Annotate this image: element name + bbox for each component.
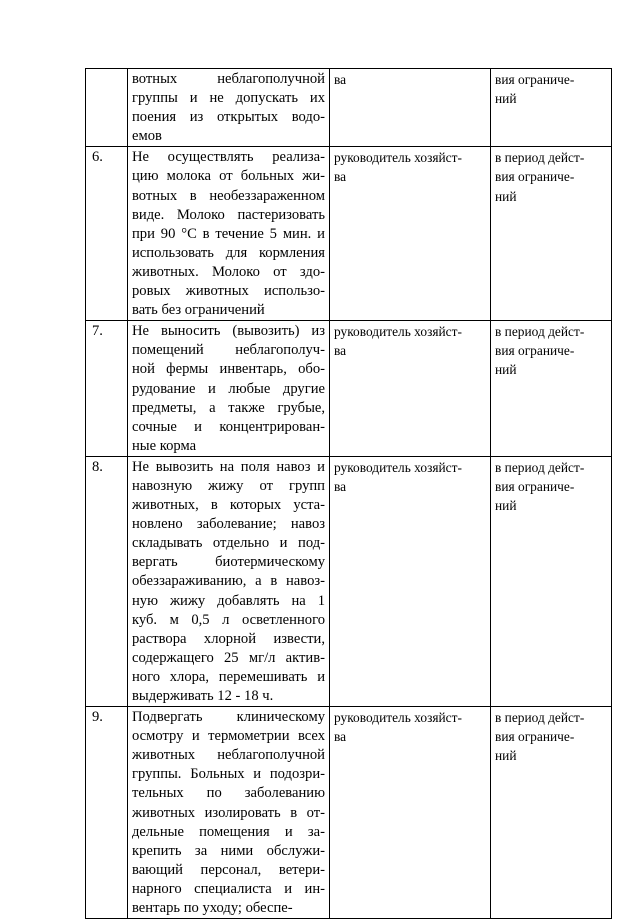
term-line: вия ограниче- [495,72,575,87]
term-line: ний [495,188,517,204]
measure-text-line: цию молока от больных жи- [132,168,325,185]
measure-text-line: вентарь по уходу; обеспе- [132,900,293,917]
measure-text-line: группы. Больных и подозри- [132,766,325,783]
responsible-line: руководитель хозяйст- [334,459,462,475]
term-line: ний [495,362,517,378]
measure-text-line: ной фермы инвентарь, обо- [132,361,325,378]
responsible-line: руководитель хозяйст- [334,710,462,726]
measure-text-line: вать без ограничений [132,302,265,319]
measure-text-line: дельные помещения и за- [132,823,325,840]
measures-table [85,68,612,919]
term-cell [491,707,612,919]
responsible-line: ва [334,478,347,494]
term-cell [491,321,612,457]
measure-text-line: новлено заболевание; навоз [132,516,325,533]
table-row [86,707,612,919]
measure-text-line: крепить за ними обслужи- [132,842,325,859]
term-line: в период дейст- [495,324,585,340]
measure-text-line: поения из открытых водо- [132,109,325,126]
measure-text-line: группы и не допускать их [132,90,325,107]
measure-text-line: вергать биотермическому [132,554,325,571]
term-cell [491,69,612,147]
measure-text-line: животных. Молоко от здо- [132,263,325,280]
measure-text-line: ровых животных использо- [132,283,325,300]
measure-text-line: помещений неблагополуч- [132,342,325,359]
measure-text-cell [128,147,330,321]
measure-text-line: содержащего 25 мг/л актив- [132,649,325,666]
measure-text-line: Не вывозить на поля навоз и [132,458,325,475]
table-row [86,147,612,321]
measure-text-cell [128,321,330,457]
row-number-cell [86,707,128,919]
measure-text-line: ную жижу добавлять на 1 [132,592,325,609]
row-number: 6. [92,149,103,166]
row-number-cell [86,69,128,147]
term-line: в период дейст- [495,710,585,726]
measure-text-line: емов [132,128,162,145]
measure-text-line: Не осуществлять реализа- [132,149,325,166]
measure-text-cell [128,69,330,147]
measure-text-line: ного хлора, перемешивать и [132,668,325,685]
term-line: ний [495,748,517,764]
table-row [86,321,612,457]
measure-text-line: вающий персонал, ветери- [132,861,325,878]
term-line: ний [495,498,517,514]
measure-text-line: животных неблагополучной [132,747,325,764]
responsible-line: ва [334,343,347,359]
term-cell [491,456,612,706]
measure-text-line: предметы, а также грубые, [132,399,325,416]
row-number-cell [86,321,128,457]
measure-text-line: вотных неблагополучной [132,71,325,87]
measure-text-line: вотных в необеззараженном [132,187,325,204]
responsible-line: руководитель хозяйст- [334,150,462,166]
term-cell [491,147,612,321]
responsible-cell [330,456,491,706]
responsible-line: ва [334,729,347,745]
measure-text-line: Не выносить (вывозить) из [132,323,325,340]
measure-text-cell [128,707,330,919]
measure-text-line: виде. Молоко пастеризовать [132,206,325,223]
measure-text-line: осмотру и термометрии всех [132,728,325,745]
table-row [86,456,612,706]
measure-text-line: рудование и любые другие [132,380,325,397]
responsible-cell [330,707,491,919]
responsible-cell [330,69,491,147]
measure-text-line: ные корма [132,437,197,454]
measure-text-line: животных изолировать в от- [132,804,325,821]
measure-text-line: навозную жижу от групп [132,477,325,494]
measure-text-line: обеззараживанию, а в навоз- [132,573,325,590]
responsible-cell [330,321,491,457]
row-number-cell [86,456,128,706]
measure-text-line: животных, в которых уста- [132,497,325,514]
measure-text-line: куб. м 0,5 л осветленного [132,611,325,628]
term-line: ний [495,91,517,107]
row-number-cell [86,147,128,321]
term-line: вия ограниче- [495,343,575,359]
term-line: вия ограниче- [495,478,575,494]
measure-text-line: при 90 °С в течение 5 мин. и [132,225,325,242]
row-number: 7. [92,323,103,340]
responsible-cell [330,147,491,321]
measure-text-cell [128,456,330,706]
measure-text-line: нарного специалиста и ин- [132,880,325,897]
measure-text-line: выдерживать 12 - 18 ч. [132,688,274,704]
term-line: вия ограниче- [495,169,575,185]
measure-text-line: Подвергать клиническому [132,709,325,726]
responsible-line: ва [334,169,347,185]
measure-text-line: складывать отдельно и под- [132,535,325,552]
measures-table-body [86,69,612,919]
responsible-line: руководитель хозяйст- [334,324,462,340]
measure-text-line: раствора хлорной извести, [132,630,325,647]
term-line: в период дейст- [495,459,585,475]
term-line: в период дейст- [495,150,585,166]
table-row [86,69,612,147]
responsible-line: ва [334,72,347,87]
measure-text-line: тельных по заболеванию [132,785,325,802]
measure-text-line: использовать для кормления [132,244,325,261]
row-number: 9. [92,709,103,726]
row-number: 8. [92,458,103,475]
term-line: вия ограниче- [495,729,575,745]
measure-text-line: сочные и концентрирован- [132,418,325,435]
